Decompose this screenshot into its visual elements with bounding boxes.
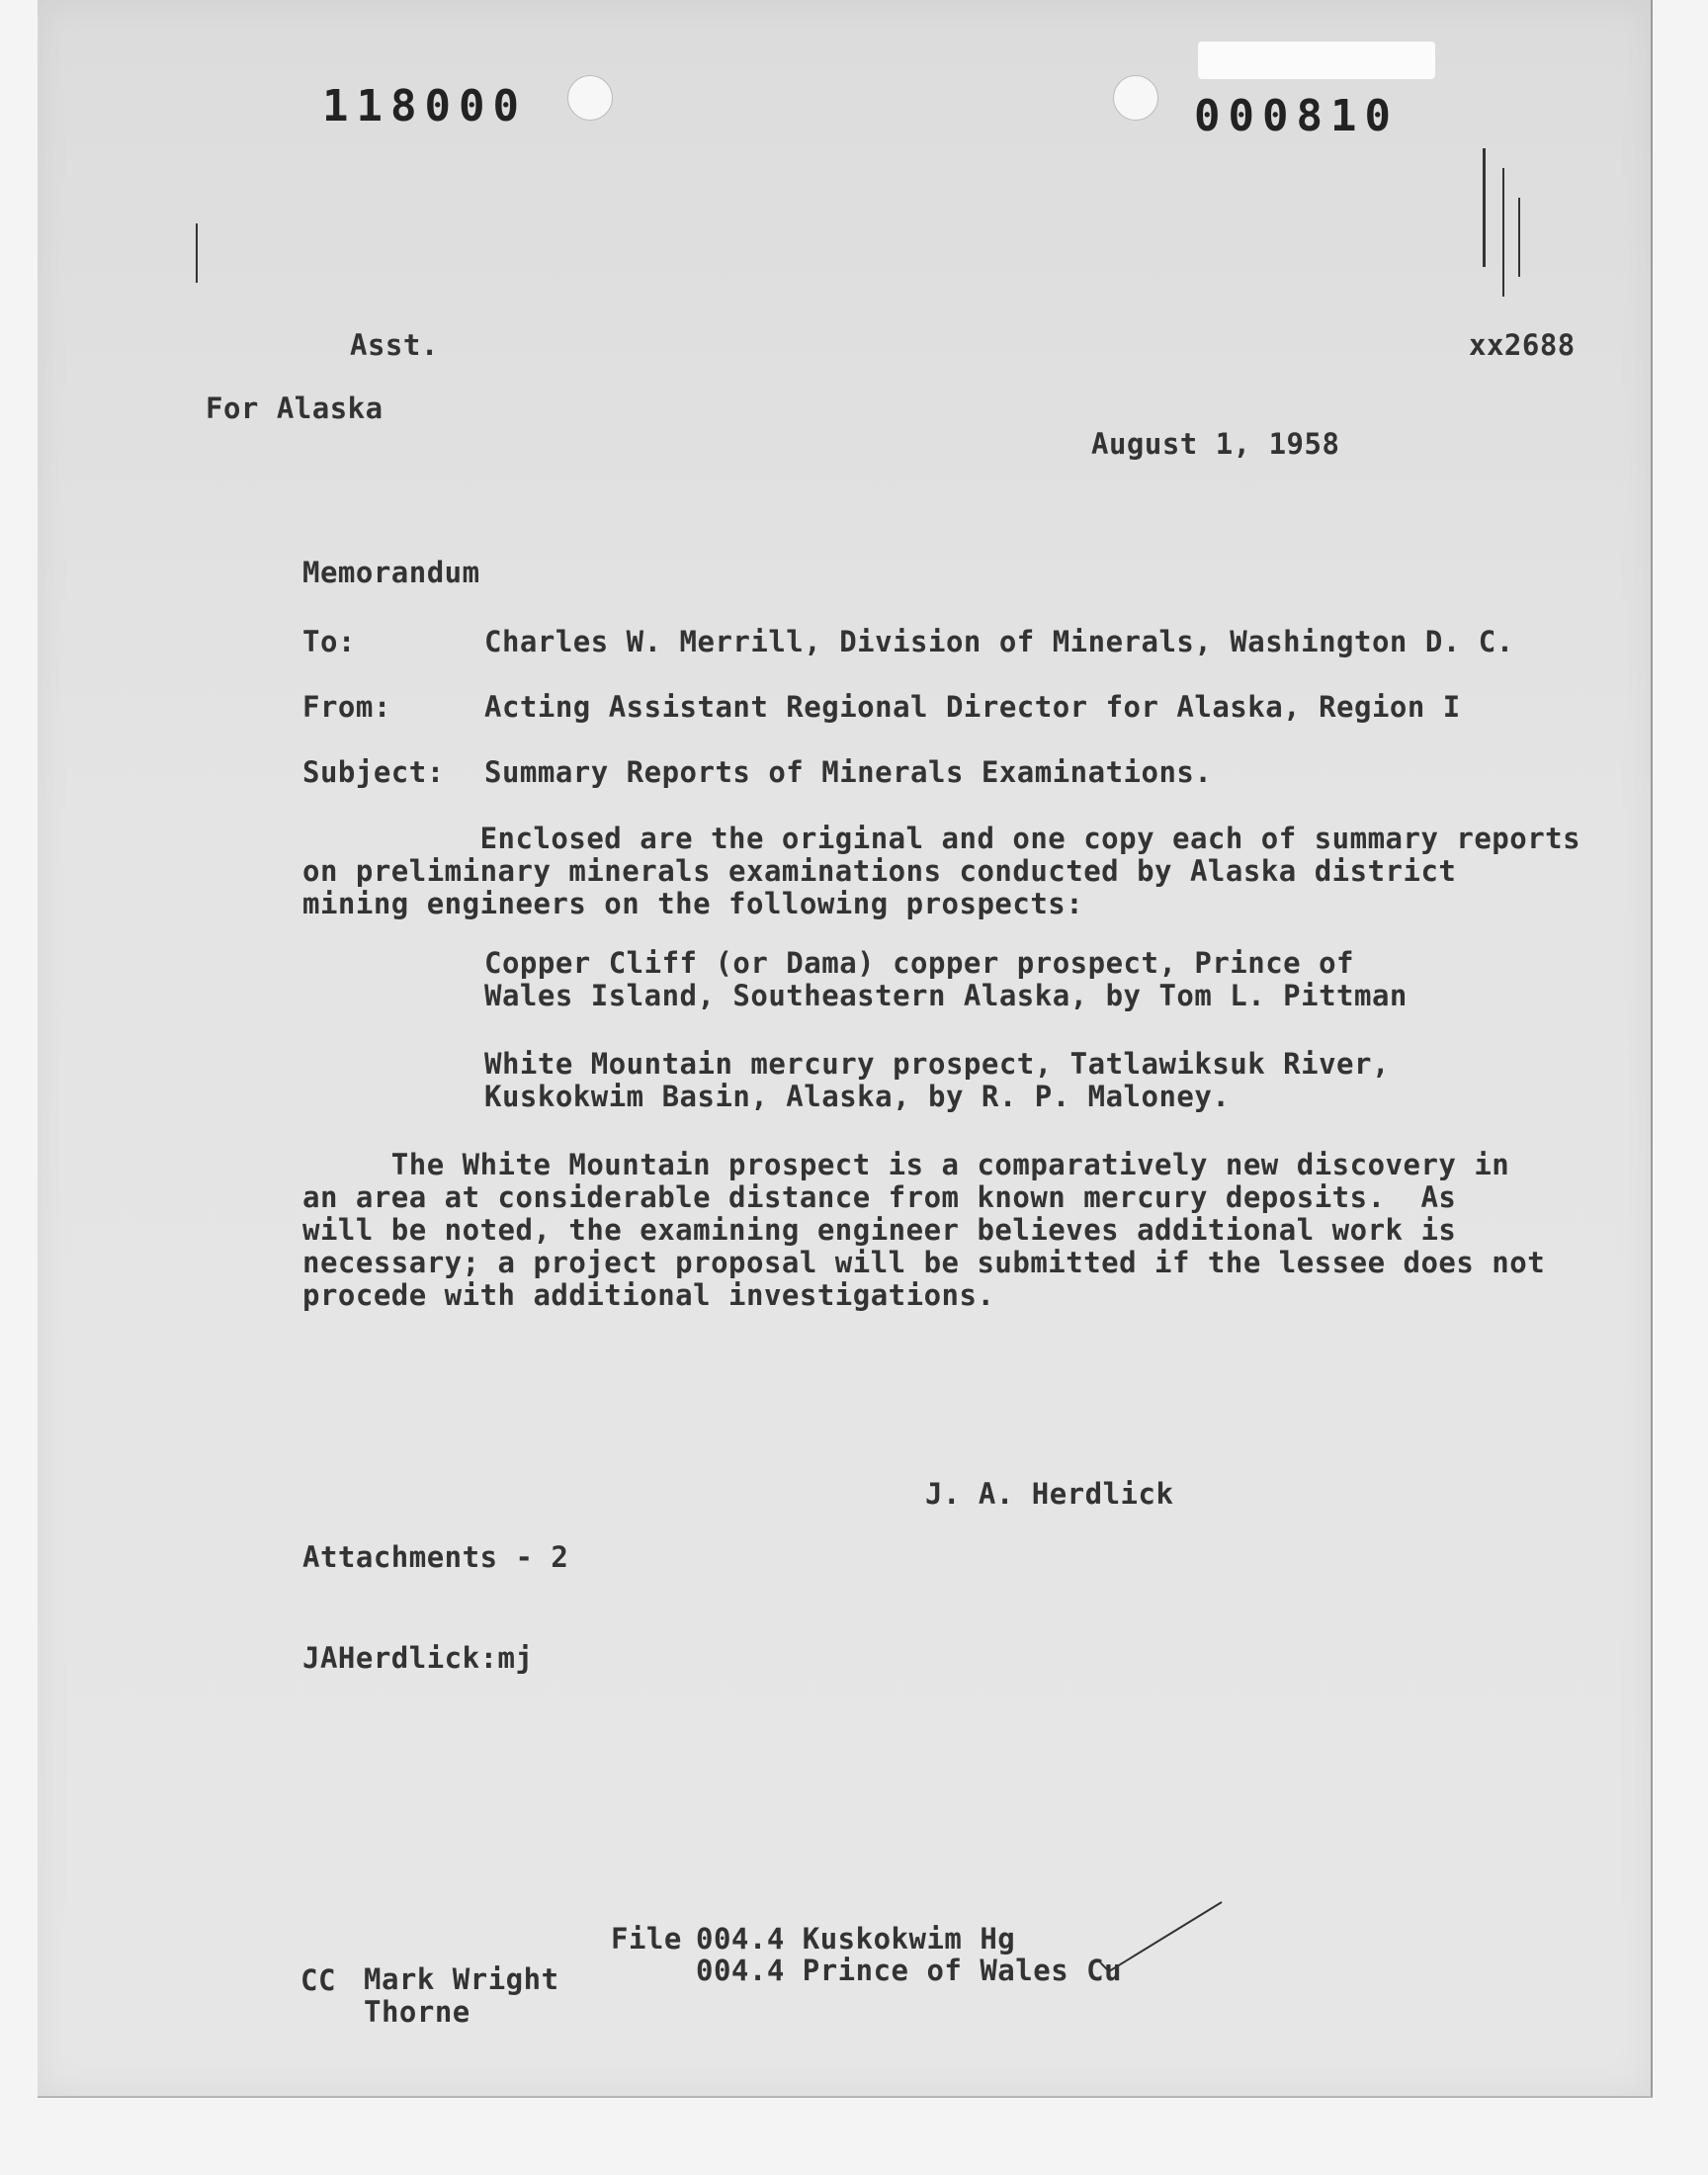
- attachments-line: Attachments - 2: [302, 1540, 569, 1574]
- margin-mark-right-2: [1502, 168, 1504, 297]
- prospect-item-2: White Mountain mercury prospect, Tatlawiksuk River, Kuskokwim Basin, Alaska, by R. P. Maloney.: [484, 1047, 1390, 1113]
- margin-mark-right-1: [1483, 148, 1486, 267]
- body-paragraph-1: Enclosed are the original and one copy each of summary reports on preliminary minerals examinations conducted by Alaska district mining engineers on the following prospects:: [302, 822, 1581, 920]
- to-value: Charles W. Merrill, Division of Minerals, Washington D. C.: [484, 625, 1514, 658]
- office-label-line2: For Alaska: [206, 392, 384, 425]
- cc-names: Mark Wright Thorne: [364, 1962, 559, 2029]
- punch-hole-left: [567, 75, 613, 121]
- file-line-2: 004.4 Prince of Wales Cu: [696, 1954, 1123, 1987]
- signature-name: J. A. Herdlick: [925, 1477, 1174, 1511]
- from-value: Acting Assistant Regional Director for Alaska, Region I: [484, 690, 1461, 724]
- memo-title: Memorandum: [302, 556, 480, 589]
- stamp-number-right: 000810: [1194, 91, 1399, 141]
- file-label: File: [611, 1922, 682, 1956]
- redaction-patch: [1198, 42, 1435, 79]
- typist-initials: JAHerdlick:mj: [302, 1641, 534, 1675]
- memo-date: August 1, 1958: [1091, 427, 1340, 461]
- punch-hole-right: [1113, 75, 1158, 121]
- from-label: From:: [302, 690, 391, 724]
- cc-label: CC: [300, 1963, 336, 1997]
- file-line-1: 004.4 Kuskokwim Hg: [696, 1922, 1016, 1956]
- office-label: Asst.: [350, 328, 439, 362]
- margin-mark-right-3: [1518, 198, 1520, 277]
- stamp-number-left: 118000: [322, 81, 527, 131]
- margin-mark-left: [196, 223, 198, 283]
- to-label: To:: [302, 625, 356, 658]
- body-paragraph-2: The White Mountain prospect is a comparatively new discovery in an area at considerable distance from known mercury deposits. As will be noted, the examining engineer believes additional work is necessary; a project proposal will be submitted if the lessee does not procede with additional investigations.: [302, 1148, 1546, 1312]
- reference-number: xx2688: [1469, 328, 1576, 362]
- subject-value: Summary Reports of Minerals Examinations.: [484, 755, 1213, 789]
- subject-label: Subject:: [302, 755, 445, 789]
- prospect-item-1: Copper Cliff (or Dama) copper prospect, Prince of Wales Island, Southeastern Alaska, by Tom L. Pittman: [484, 946, 1408, 1012]
- checkmark-icon: [1097, 1898, 1226, 1977]
